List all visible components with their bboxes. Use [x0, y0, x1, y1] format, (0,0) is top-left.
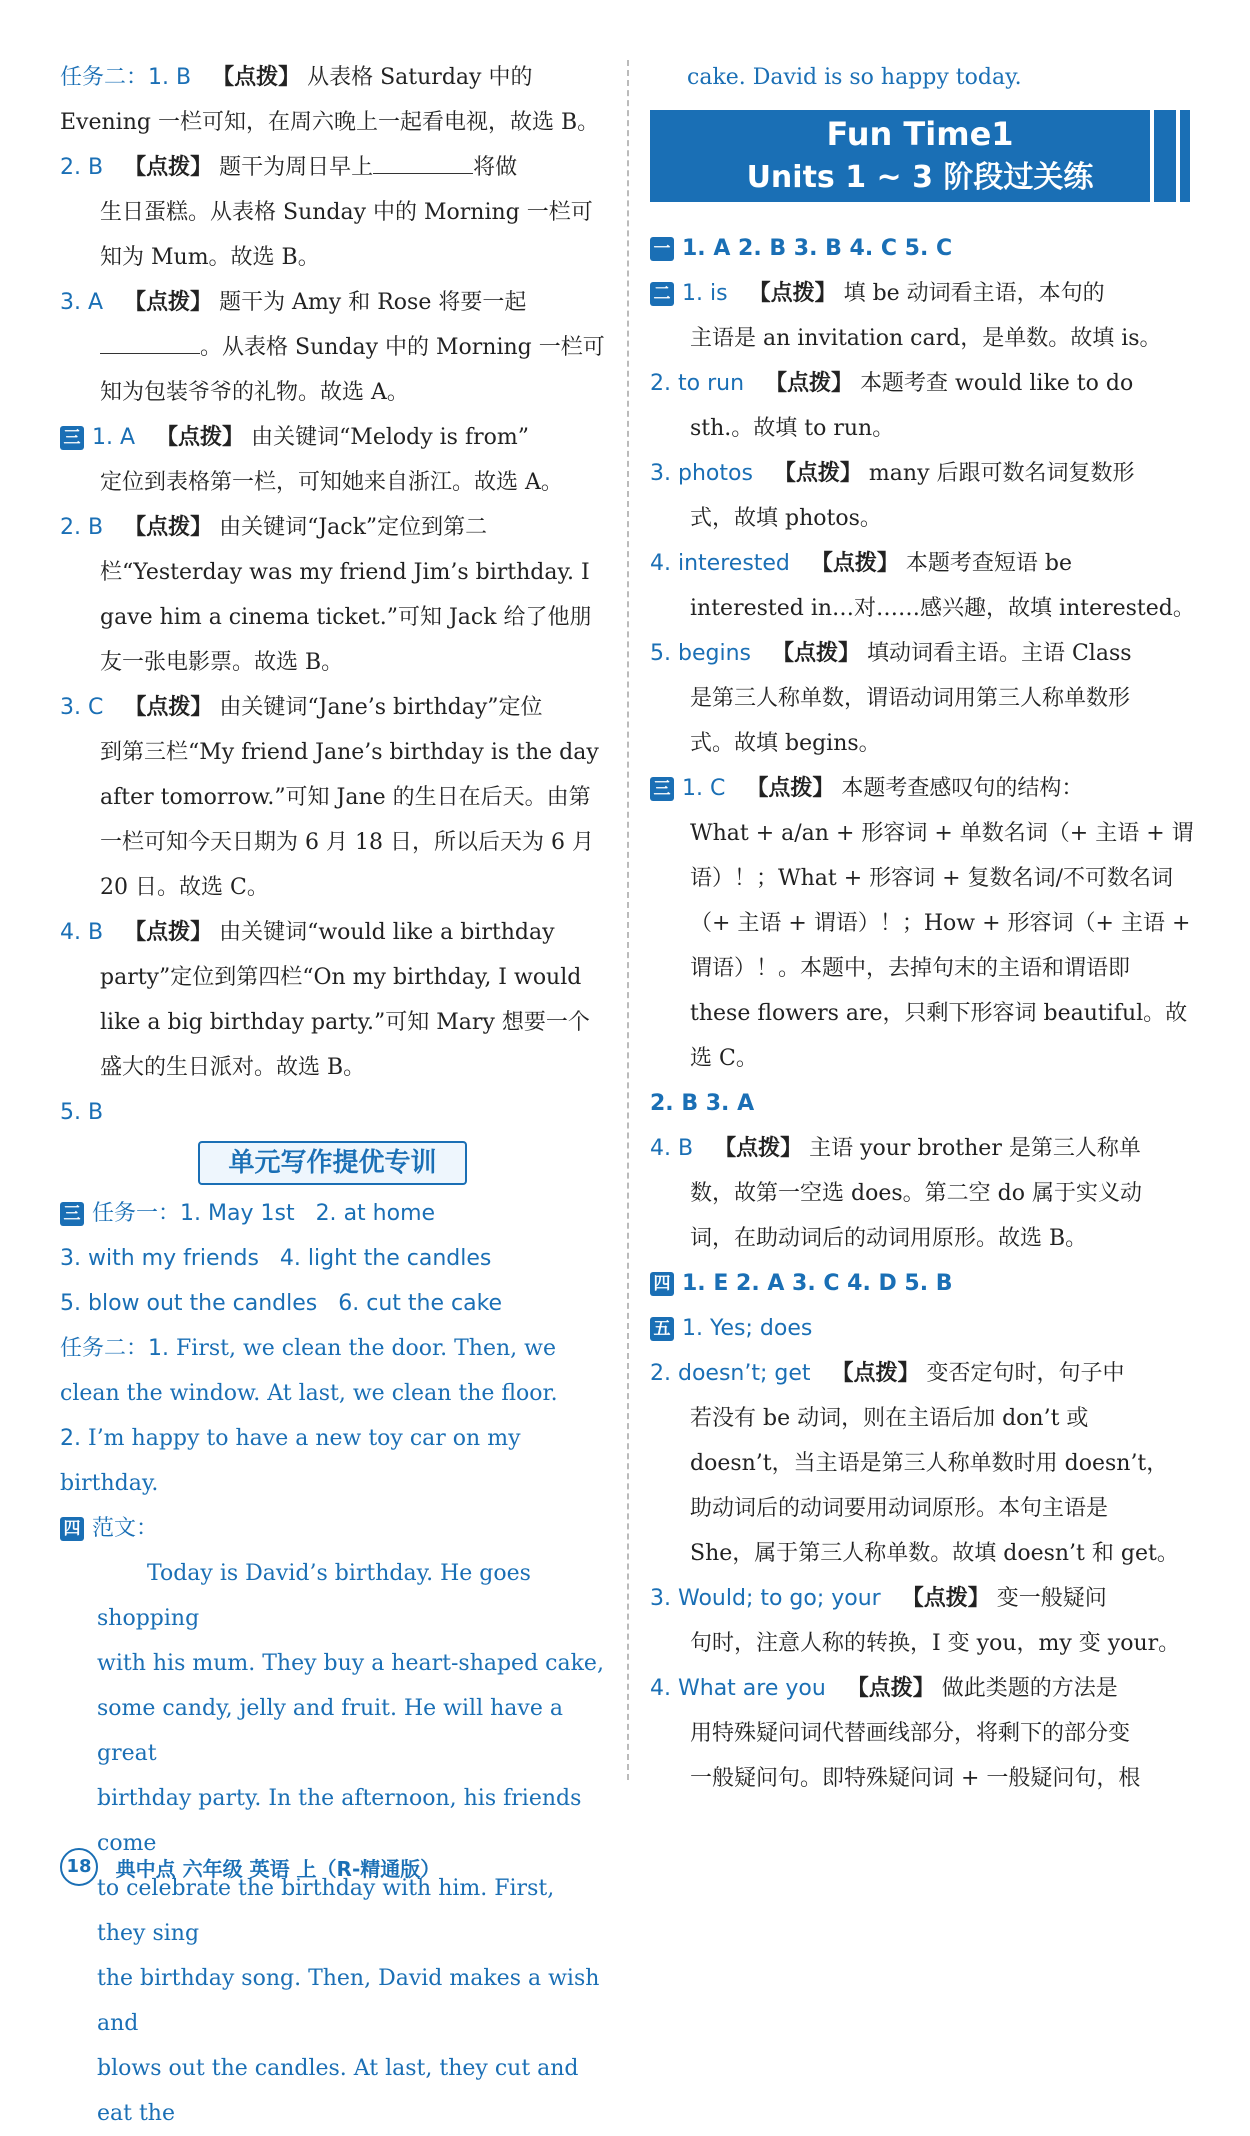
task-label: 任务二：: [60, 65, 149, 90]
tip-label: 【点拨】: [831, 1361, 920, 1386]
explanation: 数，故第一空选 does。第二空 do 属于实义动: [690, 1181, 1142, 1206]
section-two-icon: 二: [650, 282, 674, 306]
page-footer: [60, 1848, 480, 1886]
sec2-q3: [650, 451, 1195, 496]
essay-line: cake. David is so happy today.: [687, 65, 1022, 90]
explanation: 到第三栏“My friend Jane’s birthday is the day: [100, 740, 599, 765]
right-column: [650, 55, 1195, 1801]
sec3-q2-q3: [650, 1081, 1195, 1126]
answer: light the candles: [307, 1246, 492, 1271]
sec1-answers: [650, 226, 1195, 271]
tip-label: 【点拨】: [124, 290, 213, 315]
explanation: many 后跟可数名词复数形: [868, 461, 1135, 486]
answer-list: 2. B 3. A: [650, 1091, 755, 1116]
explanation: doesn’t，当主语是第三人称单数时用 doesn’t，: [690, 1451, 1169, 1476]
explanation: 填 be 动词看主语，本句的: [843, 281, 1105, 306]
writing-task1-row2: [60, 1236, 605, 1281]
question-number: 2.: [650, 371, 671, 396]
sec2-q5: [650, 631, 1195, 676]
question-number: 1.: [148, 1336, 170, 1361]
essay-line: the birthday song. Then, David makes a wish and: [97, 1966, 600, 2036]
explanation: sth.。故填 to run。: [690, 416, 895, 441]
answer: doesn’t; get: [678, 1361, 811, 1386]
sample-essay-heading: [60, 1506, 605, 1551]
section-four-icon: 四: [650, 1272, 674, 1296]
essay-line: Today is David’s birthday. He goes shopping: [97, 1561, 531, 1631]
tip-label: 【点拨】: [748, 281, 837, 306]
explanation: 词，在助动词后的动词用原形。故选 B。: [690, 1226, 1088, 1251]
sec4-answers: [650, 1261, 1195, 1306]
answer: clean the window. At last, we clean the floor.: [60, 1381, 558, 1406]
explanation: 做此类题的方法是: [941, 1676, 1118, 1701]
writing-task2-q1: [60, 1326, 605, 1371]
essay-line: to celebrate the birthday with him. First, they sing: [97, 1876, 555, 1946]
answer: blow out the candles: [88, 1291, 318, 1316]
left-column: [60, 55, 605, 2136]
writing-task2-q2: [60, 1416, 605, 1506]
explanation: 本题考查感叹句的结构：: [841, 776, 1084, 801]
explanation: party”定位到第四栏“On my birthday, I would: [100, 965, 582, 990]
tip-label: 【点拨】: [746, 776, 835, 801]
tip-label: 【点拨】: [810, 551, 899, 576]
sec3-q2: [60, 505, 605, 550]
explanation: 本题考查 would like to do: [860, 371, 1134, 396]
banner-subtitle: Units 1 ~ 3 阶段过关练: [746, 160, 1094, 195]
question-number: 2.: [315, 1201, 337, 1226]
explanation: 是第三人称单数，谓语动词用第三人称单数形: [690, 686, 1131, 711]
question-number: 3.: [650, 1586, 671, 1611]
answer: begins: [678, 641, 751, 666]
column-divider: [627, 60, 629, 1780]
sec3-q4: [650, 1126, 1195, 1171]
explanation: 用特殊疑问词代替画线部分，将剩下的部分变: [690, 1721, 1131, 1746]
explanation: 知为 Mum。故选 B。: [100, 245, 320, 270]
sec2-q2: [650, 361, 1195, 406]
answer: A: [88, 290, 104, 315]
answer: with my friends: [88, 1246, 259, 1271]
page-number: 18: [60, 1848, 98, 1886]
answer: B: [88, 920, 104, 945]
explanation: 由关键词“would like a birthday: [219, 920, 555, 945]
question-number: 2.: [60, 1426, 81, 1451]
answer-list: 1. A 2. B 3. B 4. C 5. C: [682, 236, 953, 261]
explanation: 助动词后的动词要用动词原形。本句主语是: [690, 1496, 1109, 1521]
explanation: 一栏可知今天日期为 6 月 18 日，所以后天为 6 月: [100, 830, 594, 855]
question-number: 3.: [60, 1246, 81, 1271]
sample-essay: [60, 1551, 605, 2136]
sec3-q1: [60, 415, 605, 460]
explanation: like a big birthday party.”可知 Mary 想要一个: [100, 1010, 590, 1035]
explanation: 式，故填 photos。: [690, 506, 882, 531]
sample-label: 范文：: [92, 1516, 159, 1541]
question-number: 3.: [60, 290, 81, 315]
answer: C: [710, 776, 726, 801]
sec5-q1: [650, 1306, 1195, 1351]
answer: cut the cake: [366, 1291, 503, 1316]
question-number: 6.: [338, 1291, 360, 1316]
tip-label: 【点拨】: [773, 461, 862, 486]
explanation: She，属于第三人称单数。故填 doesn’t 和 get。: [690, 1541, 1179, 1566]
explanation: after tomorrow.”可知 Jane 的生日在后天。由第: [100, 785, 591, 810]
sec5-q4: [650, 1666, 1195, 1711]
sec5-q2: [650, 1351, 1195, 1396]
question-number: 1.: [92, 425, 113, 450]
banner-stripe: [1150, 110, 1180, 202]
explanation: 式。故填 begins。: [690, 731, 881, 756]
explanation-line: [60, 325, 605, 370]
explanation: 由关键词“Jack”定位到第二: [219, 515, 488, 540]
answer: C: [88, 695, 104, 720]
tip-label: 【点拨】: [901, 1586, 990, 1611]
explanation: 盛大的生日派对。故选 B。: [100, 1055, 366, 1080]
explanation: 一般疑问句。即特殊疑问词 + 一般疑问句，根: [690, 1766, 1141, 1791]
section-five-icon: 五: [650, 1317, 674, 1341]
sec3-q3: [60, 685, 605, 730]
section-one-icon: 一: [650, 237, 674, 261]
answer: May 1st: [208, 1201, 295, 1226]
sec5-q3: [650, 1576, 1195, 1621]
answer: is: [710, 281, 728, 306]
banner-title: Fun Time1: [826, 115, 1014, 153]
explanation: 填动词看主语。主语 Class: [866, 641, 1132, 666]
question-number: 1.: [148, 65, 170, 90]
answer: What are you: [678, 1676, 826, 1701]
q3: [60, 280, 605, 325]
task-label: 任务一：: [92, 1201, 181, 1226]
question-number: 4.: [650, 1676, 671, 1701]
explanation: 题干为 Amy 和 Rose 将要一起: [219, 290, 527, 315]
tip-label: 【点拨】: [124, 515, 213, 540]
answer: B: [88, 155, 104, 180]
answer: at home: [343, 1201, 436, 1226]
question-number: 5.: [650, 641, 671, 666]
explanation: 将做: [473, 155, 518, 180]
tip-label: 【点拨】: [124, 155, 213, 180]
writing-task1-row3: [60, 1281, 605, 1326]
explanation: 从表格 Saturday 中的: [307, 65, 533, 90]
writing-task1-row1: [60, 1191, 605, 1236]
section-three-icon: 三: [60, 1202, 84, 1226]
essay-line: with his mum. They buy a heart-shaped cake,: [97, 1651, 604, 1676]
question-number: 1.: [682, 776, 703, 801]
answer: B: [678, 1136, 694, 1161]
explanation: 选 C。: [690, 1046, 758, 1071]
answer: interested: [678, 551, 790, 576]
answer: Yes; does: [710, 1316, 813, 1341]
section-four-icon: 四: [60, 1517, 84, 1541]
explanation: （+ 主语 + 谓语）！；How + 形容词（+ 主语 +: [690, 911, 1191, 936]
answer: photos: [678, 461, 753, 486]
answer: B: [88, 515, 104, 540]
section-three-icon: 三: [650, 777, 674, 801]
explanation: 本题考查短语 be: [905, 551, 1073, 576]
question-number: 3.: [60, 695, 81, 720]
answer: Would; to go; your: [678, 1586, 881, 1611]
blank-line: [100, 331, 200, 354]
explanation: 。从表格 Sunday 中的 Morning 一栏可: [200, 335, 605, 360]
sec2-q1: [650, 271, 1195, 316]
section-banner: [650, 110, 1190, 202]
explanation: Evening 一栏可知，在周六晚上一起看电视，故选 B。: [60, 110, 600, 135]
explanation: 20 日。故选 C。: [100, 875, 269, 900]
explanation: gave him a cinema ticket.”可知 Jack 给了他朋: [100, 605, 592, 630]
question-number: 1.: [682, 1316, 703, 1341]
question-number: 4.: [650, 551, 671, 576]
explanation: 若没有 be 动词，则在主语后加 don’t 或: [690, 1406, 1089, 1431]
question-number: 2.: [650, 1361, 671, 1386]
question-number: 4.: [279, 1246, 301, 1271]
explanation: 主语 your brother 是第三人称单: [809, 1136, 1141, 1161]
sec3-q5: [60, 1090, 605, 1135]
tip-label: 【点拨】: [714, 1136, 803, 1161]
question-number: 2.: [60, 155, 81, 180]
answer: to run: [678, 371, 745, 396]
task-label: 任务二：: [60, 1336, 149, 1361]
sec2-q4: [650, 541, 1195, 586]
explanation: 栏“Yesterday was my friend Jim’s birthday. I: [100, 560, 590, 585]
writing-section-title: 单元写作提优专训: [198, 1141, 467, 1185]
question-number: 5.: [60, 1100, 81, 1125]
explanation: 谓语）！。本题中，去掉句末的主语和谓语即: [690, 956, 1131, 981]
tip-label: 【点拨】: [212, 65, 301, 90]
answer: B: [176, 65, 192, 90]
answer: B: [88, 1100, 104, 1125]
essay-line: birthday party. In the afternoon, his friends come: [97, 1786, 582, 1856]
tip-label: 【点拨】: [124, 920, 213, 945]
sec3-q4: [60, 910, 605, 955]
answer-list: 1. E 2. A 3. C 4. D 5. B: [682, 1271, 953, 1296]
explanation: these flowers are，只剩下形容词 beautiful。故: [690, 1001, 1188, 1026]
answer: I’m happy to have a new toy car on my birthday.: [60, 1426, 521, 1496]
sec3-q1: [650, 766, 1195, 811]
tip-label: 【点拨】: [765, 371, 854, 396]
explanation: 友一张电影票。故选 B。: [100, 650, 344, 675]
explanation: 句时，注意人称的转换，I 变 you，my 变 your。: [690, 1631, 1181, 1656]
explanation: 题干为周日早上: [219, 155, 374, 180]
explanation: 由关键词“Melody is from”: [251, 425, 529, 450]
answer: First, we clean the door. Then, we: [176, 1336, 556, 1361]
book-title: 典中点 六年级 英语 上（R-精通版）: [115, 1856, 441, 1881]
section-three-icon: 三: [60, 426, 84, 450]
task2-q1: [60, 55, 605, 100]
question-number: 4.: [60, 920, 81, 945]
question-number: 1.: [682, 281, 703, 306]
question-number: 5.: [60, 1291, 81, 1316]
q2: [60, 145, 605, 190]
explanation: 变否定句时，句子中: [926, 1361, 1125, 1386]
explanation: 由关键词“Jane’s birthday”定位: [219, 695, 543, 720]
tip-label: 【点拨】: [771, 641, 860, 666]
essay-line: some candy, jelly and fruit. He will have a great: [97, 1696, 563, 1766]
essay-line: blows out the candles. At last, they cut and eat the: [97, 2056, 579, 2126]
explanation: 知为包装爷爷的礼物。故选 A。: [100, 380, 409, 405]
explanation: 生日蛋糕。从表格 Sunday 中的 Morning 一栏可: [100, 200, 593, 225]
explanation: 语）！；What + 形容词 + 复数名词/不可数名词: [690, 866, 1173, 891]
blank-line: [373, 151, 473, 174]
answer: A: [120, 425, 136, 450]
tip-label: 【点拨】: [156, 425, 245, 450]
question-number: 3.: [650, 461, 671, 486]
explanation: 定位到表格第一栏，可知她来自浙江。故选 A。: [100, 470, 563, 495]
explanation: interested in…对……感兴趣，故填 interested。: [690, 596, 1195, 621]
question-number: 1.: [180, 1201, 202, 1226]
explanation: What + a/an + 形容词 + 单数名词（+ 主语 + 谓: [690, 821, 1194, 846]
explanation: 主语是 an invitation card，是单数。故填 is。: [690, 326, 1162, 351]
explanation: 变一般疑问: [996, 1586, 1107, 1611]
tip-label: 【点拨】: [846, 1676, 935, 1701]
question-number: 2.: [60, 515, 81, 540]
question-number: 4.: [650, 1136, 671, 1161]
tip-label: 【点拨】: [124, 695, 213, 720]
